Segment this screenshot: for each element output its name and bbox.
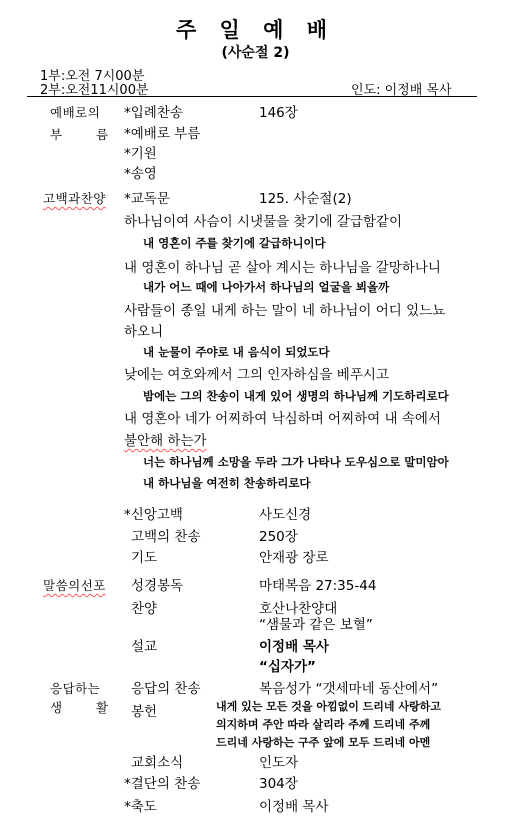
choir-song: “샘물과 같은 보혈” <box>259 617 373 633</box>
order-item-value: 250장 <box>259 529 298 545</box>
order-item-label: 고백의 찬송 <box>131 529 201 545</box>
reading-line-response: 내가 어느 때에 나아가서 하나님의 얼굴을 뵈올까 <box>143 280 390 294</box>
sermon-title: “십자가” <box>259 659 316 675</box>
scripture-label: 성경봉독 <box>131 578 184 594</box>
section-response-line2a: 생 <box>50 700 63 715</box>
order-item-value: 146장 <box>259 105 298 121</box>
order-item-label: 기도 <box>131 550 158 566</box>
church-news-label: 교회소식 <box>131 755 184 771</box>
header-divider <box>27 96 477 97</box>
service-leader: 인도: 이정배 목사 <box>351 83 452 98</box>
response-hymn-label: 응답의 찬송 <box>131 681 201 697</box>
reading-line-response: 너는 하나님께 소망을 두라 그가 나타나 도우심으로 말미암아 <box>143 455 449 469</box>
reading-line-leader: 사람들이 종일 내게 하는 말이 네 하나님이 어디 있느뇨 <box>124 303 446 319</box>
sermon-preacher: 이정배 목사 <box>259 639 329 655</box>
order-item-value: 사도신경 <box>259 507 312 523</box>
choir-name: 호산나찬양대 <box>259 601 338 617</box>
reading-line-leader: 내 영혼이 하나님 곧 살아 계시는 하나님을 갈망하나니 <box>124 260 441 276</box>
choir-label: 찬양 <box>131 601 158 617</box>
section-proclamation: 말씀의선포 <box>43 578 106 593</box>
bulletin-title: 주 일 예 배 <box>175 18 336 42</box>
sermon-label: 설교 <box>131 639 158 655</box>
benediction-value: 이정배 목사 <box>259 799 329 815</box>
closing-hymn-label: *결단의 찬송 <box>124 776 201 792</box>
order-item-label: *기원 <box>124 146 157 162</box>
reading-line-leader: 낮에는 여호와께서 그의 인자하심을 베푸시고 <box>124 367 389 383</box>
order-item-value: 안재광 장로 <box>259 550 329 566</box>
section-response-line1: 응답하는 <box>50 681 101 696</box>
section-confession-praise: 고백과찬양 <box>43 191 106 206</box>
reading-line-response: 내 영혼이 주를 찾기에 갈급하니이다 <box>143 236 326 250</box>
service-time-1: 1부:오전 7시00분 <box>40 69 145 84</box>
bulletin-subtitle: (사순절 2) <box>221 45 290 61</box>
benediction-label: *축도 <box>124 799 157 815</box>
section-response-line2b: 활 <box>96 700 109 715</box>
reading-line-response: 내 하나님을 여전히 찬송하리로다 <box>143 476 311 490</box>
section-call-to-worship-line1: 예배로의 <box>50 105 101 120</box>
reading-value: 125. 사순절(2) <box>259 191 352 207</box>
offering-lyrics-line: 드리네 사랑하는 구주 앞에 모두 드리네 아멘 <box>216 736 431 749</box>
order-item-label: *입례찬송 <box>124 105 183 121</box>
reading-label: *교독문 <box>124 191 170 207</box>
reading-line-response: 밤에는 그의 찬송이 내게 있어 생명의 하나님께 기도하리로다 <box>143 389 449 403</box>
offering-lyrics-line: 의지하며 주안 따라 살리라 주께 드리네 주께 <box>216 718 431 731</box>
reading-line-leader: 하나님이여 사슴이 시냇물을 찾기에 갈급함같이 <box>124 214 402 230</box>
reading-line-leader: 하오니 <box>124 324 164 340</box>
scripture-value: 마태복음 27:35-44 <box>259 578 377 594</box>
section-call-to-worship-line2a: 부 <box>50 127 63 142</box>
order-item-label: *신앙고백 <box>124 507 183 523</box>
church-news-value: 인도자 <box>259 755 299 771</box>
closing-hymn-value: 304장 <box>259 776 298 792</box>
offering-lyrics-line: 내게 있는 모든 것을 아낌없이 드리네 사랑하고 <box>216 700 441 713</box>
service-time-2: 2부:오전11시00분 <box>40 83 149 98</box>
offering-label: 봉헌 <box>131 704 158 720</box>
order-item-label: *송영 <box>124 166 157 182</box>
reading-line-leader: 불안해 하는가 <box>124 433 207 449</box>
order-item-label: *예배로 부름 <box>124 126 201 142</box>
reading-line-leader: 내 영혼아 네가 어찌하여 낙심하며 어찌하여 내 속에서 <box>124 411 441 427</box>
response-hymn-value: 복음성가 “갯세마네 동산에서” <box>259 681 439 697</box>
section-call-to-worship-line2b: 름 <box>96 127 109 142</box>
reading-line-response: 내 눈물이 주야로 내 음식이 되었도다 <box>143 345 330 359</box>
